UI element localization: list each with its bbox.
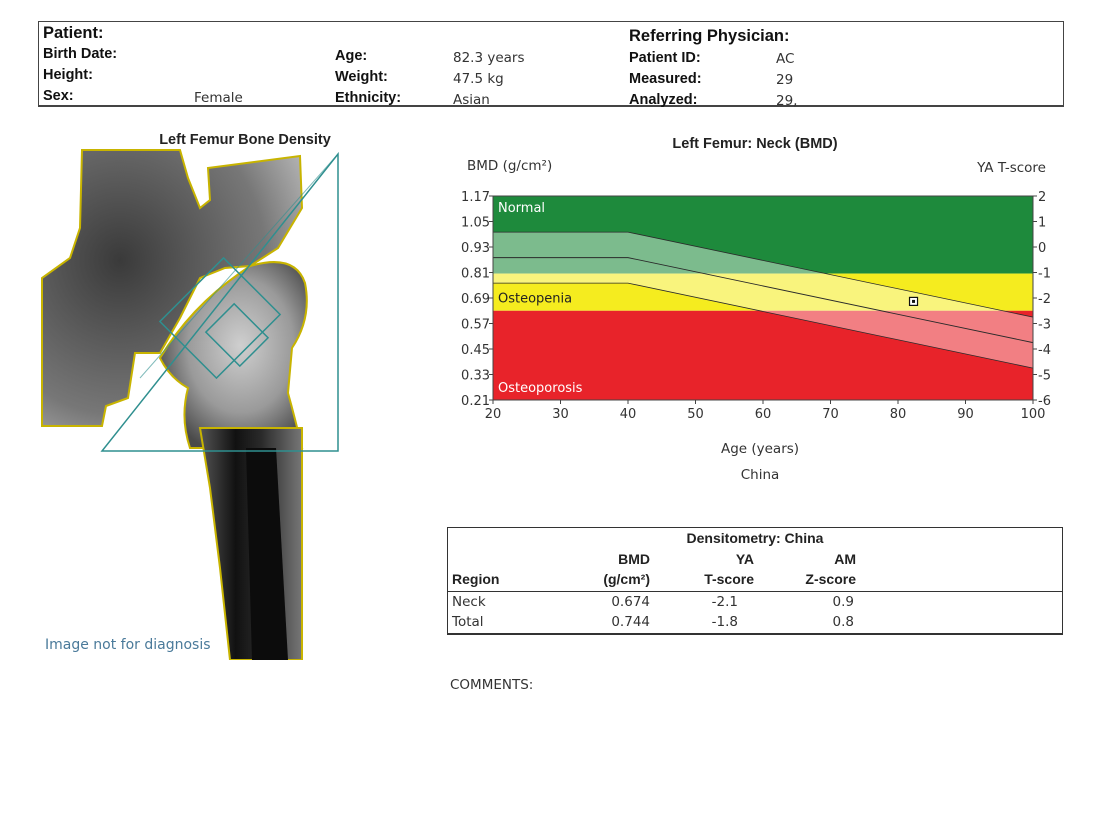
chart-x-axis-label: Age (years) (720, 441, 800, 457)
y-tick-label: 0.45 (461, 343, 490, 358)
scan-title: Left Femur Bone Density (159, 132, 331, 148)
sex-value: Female (194, 90, 243, 106)
weight-value: 47.5 kg (453, 71, 504, 87)
x-tick-label: 40 (619, 407, 637, 422)
x-tick-label: 90 (957, 407, 974, 422)
x-tick-label: 30 (552, 407, 569, 422)
row-neck-tscore: -2.1 (711, 594, 738, 610)
measured-label: Measured: (629, 71, 702, 87)
y-tick-label: 0.21 (461, 394, 490, 409)
referring-physician-label: Referring Physician: (629, 27, 790, 45)
col-am-header-2: Z-score (805, 571, 856, 587)
comments-label: COMMENTS: (450, 677, 534, 693)
zone-label-osteopenia: Osteopenia (498, 291, 573, 307)
weight-label: Weight: (335, 69, 388, 85)
patient-id-label: Patient ID: (629, 50, 701, 66)
y-tick-label: 1.05 (461, 215, 490, 231)
patient-point-center (912, 300, 915, 303)
densitometry-table (447, 527, 1063, 635)
row-total-region: Total (452, 614, 484, 630)
row-neck-bmd: 0.674 (611, 594, 650, 610)
patient-marker (910, 297, 918, 305)
x-tick-label: 80 (889, 407, 907, 422)
row-total-bmd: 0.744 (611, 614, 650, 630)
femur-scan-image (40, 148, 340, 660)
y-tick-label: 0.33 (461, 368, 490, 384)
analyzed-label: Analyzed: (629, 92, 698, 108)
y2-tick-label: -5 (1038, 368, 1051, 384)
measured-value: 29 (776, 72, 794, 88)
age-value: 82.3 years (453, 50, 525, 66)
y2-tick-label: -1 (1038, 266, 1051, 282)
chart-reference-population: China (740, 467, 780, 483)
ethnicity-value: Asian (453, 92, 490, 108)
col-bmd-header-1: BMD (618, 551, 650, 567)
zone-label-osteoporosis: Osteoporosis (498, 381, 583, 396)
x-tick-label: 100 (1020, 407, 1046, 422)
row-total-zscore: 0.8 (832, 614, 854, 630)
col-bmd-header-2: (g/cm²) (603, 571, 650, 587)
chart-y-axis-label: BMD (g/cm²) (467, 158, 553, 174)
y2-tick-label: 1 (1038, 215, 1047, 231)
table-header-divider (448, 591, 1062, 592)
y2-tick-label: 2 (1038, 190, 1047, 205)
ethnicity-label: Ethnicity: (335, 90, 402, 106)
chart-title: Left Femur: Neck (BMD) (672, 136, 838, 152)
row-neck-region: Neck (452, 594, 486, 610)
y2-tick-label: -6 (1038, 394, 1051, 409)
col-ya-header-2: T-score (704, 571, 754, 587)
patient-header (38, 21, 1064, 107)
age-label: Age: (335, 48, 368, 64)
y-tick-label: 0.57 (461, 317, 490, 333)
row-total-tscore: -1.8 (711, 614, 738, 630)
y-tick-label: 0.69 (461, 292, 490, 307)
x-tick-label: 20 (484, 407, 502, 422)
analyzed-value: 29, (776, 93, 798, 109)
bmd-reference-chart (440, 186, 1060, 431)
x-tick-label: 60 (754, 407, 772, 422)
sex-label: Sex: (43, 88, 74, 104)
patient-id-value: AC (776, 51, 795, 67)
y2-tick-label: -3 (1038, 317, 1051, 333)
diagnosis-disclaimer: Image not for diagnosis (45, 637, 211, 653)
y-tick-label: 0.93 (461, 241, 490, 256)
row-neck-zscore: 0.9 (832, 594, 854, 610)
col-am-header-1: AM (834, 551, 856, 567)
y-tick-label: 0.81 (461, 266, 490, 282)
patient-label: Patient: (43, 24, 104, 42)
y-tick-label: 1.17 (461, 190, 490, 205)
x-tick-label: 50 (687, 407, 704, 422)
x-tick-label: 70 (822, 407, 839, 422)
col-ya-header-1: YA (735, 551, 754, 567)
table-title: Densitometry: China (686, 530, 824, 546)
y2-tick-label: 0 (1038, 241, 1047, 256)
col-region-header: Region (452, 571, 500, 587)
y2-tick-label: -4 (1038, 343, 1051, 358)
chart-secondary-y-axis-label: YA T-score (977, 160, 1046, 176)
height-label: Height: (43, 67, 93, 83)
y2-tick-label: -2 (1038, 292, 1051, 307)
birth-date-label: Birth Date: (43, 46, 118, 62)
zone-label-normal: Normal (498, 201, 546, 216)
